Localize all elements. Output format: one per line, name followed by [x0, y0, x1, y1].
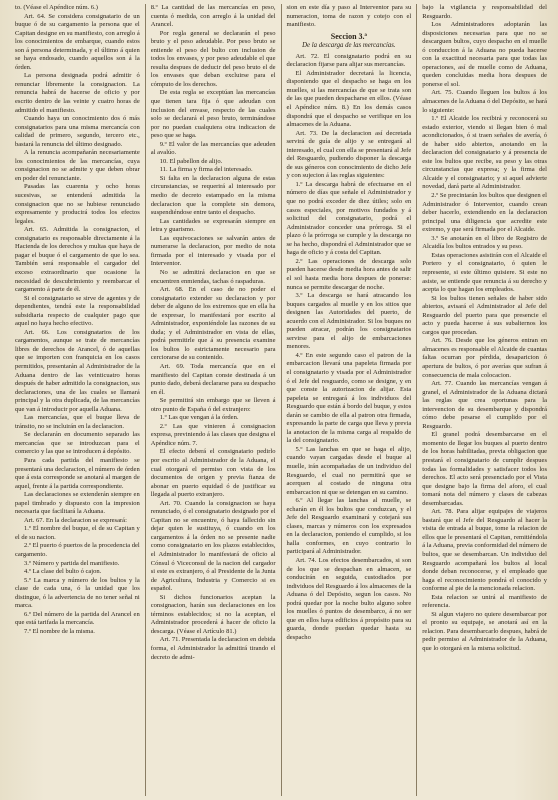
paragraph: Si dichos funcionarios aceptan la consignacion, harán sus declaraciones en los términos establecidos; si no la aceptan, el Administrador procederá á hacer de oficio la descarga. (Véase el Artículo 81.)	[150, 593, 276, 635]
paragraph: Art. 65. Admitida la consignacion, el consignatario es responsable directamente á la Hacienda de los derechos y multas que haya de pagar el buque ó el cargamento de que lo sea. También será responsable el cargador del exceso extraordinario que ocasione la necesidad de descubrimiento y reembarcar el cargamento á parte de él.	[15, 226, 140, 294]
paragraph: 1.º El Alcaide los recibirá y reconocerá su estado exterior, viendo si llegan bien ó mal acondicionados, ó si traen señales de avería, ó de haber sido abiertos, anotando en la declaracion del consignatario y á presencia de este los bultos que recibe, su peso y las otras circunstancias que expresa; y la firma del Alcaide y el consignatario; y si aquel advierte novedad, dará parte al Administrador.	[422, 115, 547, 191]
section-heading: Seccion 3.ª	[330, 31, 367, 41]
paragraph: La persona designada podrá admitir ó renunciar libremente la consignacion. La renuncia habrá de hacerse de oficio y por escrito dentro de las veinte y cuatro horas de admitido el manifiesto.	[15, 72, 140, 114]
paragraph: Art. 68. En el caso de no poder el consignatario extender su declaracion y por deber de alguno de los extremos que en ella ha de expresar, lo manifestará por escrito al Administrador, exponiéndole las razones de su duda; y el Administrador en vista de ellas, podrá permitirle que á su presencia examine los bultos lo estrictamente necesario para cerciorarse de su contenido.	[150, 286, 276, 362]
paragraph: 3.º Número y partida del manifiesto.	[24, 559, 120, 567]
paragraph: 8.º La cantidad de las mercancías en peso, cuenta ó medida, con arreglo á la unidad del Arancel.	[150, 4, 276, 29]
paragraph: Pasadas las cuarenta y ocho horas sucesivas, se entenderá admitida la consignacion que no se hubiese renunciado expresamente y producirá todos los efectos legales.	[15, 183, 140, 225]
paragraph: 5.º La marca y número de los bultos y la clase de cada una, ó la unidad que los distingue, ó la advertencia de no tener señal ni marca.	[15, 576, 140, 610]
text-column-3	[281, 4, 417, 796]
paragraph: 3.º La descarga se hará atracando los buques cargados al muelle y en los sitios que designen las Autoridades del puerto, de acuerdo con el Administrador. Si los buques no pueden atracar, podrán los consignatarios servirse para el alijo de embarcaciones menores.	[286, 292, 412, 351]
paragraph: Art. 71. Presentada la declaracion en debida forma, el Administrador la admitirá tirando el decreto de admi-	[150, 636, 276, 661]
paragraph: 1.º El nombre del buque, el de su Capitan y el de su nacion.	[15, 525, 140, 541]
paragraph: Art. 70. Cuando la consignacion se haya renunciado, ó el consignatario designado por el Capitan no se encuentre, ó haya fallecido sin dejar quien le sustituya, ó cuando en los cargamentos á la órden no se presente nadie como consignatario en los plazos establecidos, el Administrador lo manifestará de oficio al Cónsul ó Viceconsul de la nacion del cargador si este es extranjero, ó al Presidente de la Junta de Agricultura, Industria y Comercio si es español.	[150, 499, 276, 593]
paragraph: 5.º Las lanchas en que se haga el alijo, cuando vayan cargadas desde el buque al muelle, irán acompañadas de un individuo del Resguardo, el cual no permitirá que se acerquen al costado de ninguna otra embarcacion ni que se detengan en su camino.	[286, 445, 412, 496]
paragraph: 9.º El valor de las mercancías que adeuden al avalúo.	[150, 140, 276, 157]
paragraph: Art. 69. Toda mercancía que en el manifiesto del Capitan conste destinada á un punto dado, deberá declararse para su despacho en él.	[150, 362, 276, 396]
paragraph: Se permitirá sin embargo que se lleven á otro punto de España ó del extranjero:	[150, 397, 276, 413]
paragraph: Si falta en la declaracion alguna de estas circunstancias, se requerirá al interesado por medio de decreto estampado en la misma declaracion que la complete sin demora, suspendiéndose entre tanto el despacho.	[150, 174, 276, 217]
paragraph: 2.º Las operaciones de descarga solo pueden hacerse desde media hora antes de salir el sol hasta media hora despues de ponerse: nunca se permite descargar de noche.	[286, 257, 412, 291]
paragraph: sion en este día y paso al Interventor para su numeracion, toma de razon y cotejo con el manifiesto.	[286, 4, 412, 29]
paragraph: Los Administradores adoptarán las disposiciones necesarias para que no se descarguen bultos, cuyo despacho en el muelle ó conduccion á la Aduana no pueda hacerse con la exactitud necesaria para que todas las operaciones, así de muelle como de Aduana, queden concluidas media hora despues de ponerse el sol.	[422, 21, 547, 88]
paragraph: Art. 75. Cuando lleguen los bultos á los almacenes de la Aduana ó del Depósito, se hará lo siguiente:	[422, 89, 547, 114]
paragraph: Art. 77. Cuando las mercancías vengan á granel, el Administrador de la Aduana dictará las reglas que crea oportunas para la intervencion de su desembarque y dispondrá cómo debe pesarse el cumplido por el Resguardo.	[422, 380, 547, 430]
paragraph: Estas operaciones asistirán con el Alcaide el Portero y el consignatario, ó quien le represente, si este último quisiere. Si este no asiste, se entiende que renuncia á su derecho y acepta lo que hagan los empleados.	[422, 251, 547, 294]
paragraph: Se declararán en documento separado las mercancías que se introduzcan para el comercio y las que se introducen á depósito.	[15, 431, 140, 456]
paragraph: to. (Véase el Apéndice núm. 6.)	[15, 4, 98, 11]
paragraph: 4.º En este segundo caso el patron de la embarcacion llevará una papeleta firmada por el consignatario y visada por el Administrador ó el Jefe del resguardo, como se designe, y en que conste la autorizacion de alijar. Esta papeleta se entregará á los individuos del Resguardo que están á bordo del buque, y estos darán se cambio de ella al patron otra firmada, expresando la parte de carga que lleva y previa la anotacion de la misma carga al respaldo de la del consignatario.	[286, 351, 412, 445]
section-subtitle: De la descarga de las mercancías.	[302, 42, 396, 50]
text-column-2	[145, 4, 281, 796]
paragraph: Art. 76. Desde que los géneros entran en almacenes es responsable el Alcaide de cuantas faltas ocurran por pérdida, desaparicion ó apertura de bultos, ó por averías que sufran á consecuencia de mala colocacion.	[422, 337, 547, 379]
paragraph: Art. 72. El consignatario podrá en su declaracion fijarse para alijar sus mercancías.	[286, 52, 412, 69]
paragraph: No se admitirá declaracion en que se encuentren enmiendas, tachas ó raspaduras.	[150, 268, 276, 285]
paragraph: 2.º Se precintarán los bultos que designen el Administrador ó Interventor, cuando crean deber hacerlo, extendiendo en la declaracion principal una diligencia que acredite este extremo, y que será firmada por el Alcaide.	[422, 192, 547, 234]
paragraph: Art. 74. Los efectos desembarcados, si son de los que se despachan en almacen, se conducirán en seguida, custodiados por individuos del Resguardo á los almacenes de la Aduana ó del Depósito, segun los casos. No podrá quedar por la noche bulto alguno sobre los muelles ó puntos de desembarco, á no ser que en ellos haya edificios á propósito para su guarda, donde puedan quedar hasta su despacho	[286, 557, 412, 641]
paragraph: El granel podrá desembarcarse en el momento de llegar los buques al puerto dentro de los horas habilitadas, previa obligacion que prestará el consignatario de cumplir despues todas las formalidades y satisfacer todos los derechos. El acto será presenciado por el Vista que designe bajo la firma del aforo, el cual tomará nota del número y clases de cabezas desembarcadas.	[422, 431, 547, 507]
paragraph: Si algun viajero no quiere desembarcar por el pronto su equipaje, se anotará así en la relacion. Para desembarcarlo despues, habrá de pedir permiso al Administrador de la Aduana, que lo otorgará en la misma solicitud.	[422, 610, 547, 653]
paragraph: Art. 78. Para alijar equipajes de viajeros bastará que el Jefe del Resguardo al hacer la visita de entrada al buque, tome la relacion de ellos que le presentará el Capitan, remitiéndola á la Aduana, previa conformidad del número de bultos, que se desembarcan. Un individuo del Resguardo acompañará los bultos al local donde deban reconocerse, y el empleado que haga el reconocimiento pondrá el conocido y conforme al pie de la mencionada relacion.	[422, 508, 547, 593]
paragraph: 3.º Se anotarán en el libro de Registro de Alcaidía los bultos entrados y su peso.	[422, 234, 547, 251]
paragraph: 2.º El puerto ó puertos de la procedencia del cargamento.	[15, 542, 140, 558]
paragraph: Art. 67. En la declaracion se expresará:	[24, 516, 127, 524]
paragraph: Esta relacion se unirá al manifiesto de referencia.	[422, 593, 547, 610]
paragraph: 1.º Las que vengan á la órden.	[159, 414, 239, 422]
paragraph: 2.º Las que vinieren á consignacion expresa, previniendo á las clases que designa el Apéndice núm. 7.	[150, 422, 276, 447]
paragraph: Art. 66. Los consignatarios de los cargamentos, aunque se trate de mercancías libres de derechos de Arancel, ó de aquellas que se importen con franquicia en los casos permitidos, presentarán al Administrador de la Aduana dentro de las veinticuatro horas después de haber admitido la consignacion, sus declaraciones, una de las cuales se llamará principal y la otra duplicada, de las mercancías que van á introducir por aquella Aduana.	[15, 328, 140, 413]
paragraph: Las mercancías, que el buque lleva de tránsito, no se incluirán en la declaracion.	[15, 414, 140, 430]
text-columns	[10, 4, 552, 796]
paragraph: 6.º Del número de la partida del Arancel en que está tarifada la mercancía.	[15, 610, 140, 627]
paragraph: A la renuncia acompañarán necesariamente los conocimientos de las mercancías, cuya consignacion no se admite y que deben obrar en poder del renunciante.	[15, 149, 140, 182]
paragraph: bajo la vigilancia y responsabilidad del Resguardo.	[422, 4, 547, 20]
paragraph: 4.º La clase del bulto ó cajon.	[24, 568, 102, 576]
paragraph: 10. El pabellon de alijo.	[159, 157, 223, 165]
paragraph: Cuando haya un conocimiento dos ó más consignatarios para una misma mercancía con calidad de primero, segundo, tercero etc., bastará la renuncia del último designado.	[15, 115, 140, 148]
paragraph: Si el consignatario se sirve de agentes y de dependientes, tendrá este la responsabilidad subsidiaria respecto de cualquier pago que aquel no haya hecho efectivo.	[15, 294, 140, 328]
paragraph: 6.º Al llegar las lanchas al muelle, se echarán en él los bultos que conduzcan, y el Jefe del Resguardo examinará y cotejará sus clases, marcas y números con los expresados en la declaracion, poniendo el cumplido, si los halla conformes, en cuyo contrario lo participará al Administrador.	[286, 497, 412, 556]
paragraph: El efecto deberá el consignatario pedirlo por escrito al Administrador de la Aduana, el cual otorgará el permiso con vista de los documentos de origen y previa fianza de abonar en puerto equidad ó de justificar su llegada al puerto extranjero.	[150, 448, 276, 499]
paragraph: El Administrador decretará la licencia, disponiendo que el despacho se haga en los muelles, si las mercancías de que se trata son de las que pueden despacharse en ellos. (Véase el Apéndice núm. 8.) En los demás casos dispondrá que el despacho se verifique en los almacenes de la Aduana.	[286, 69, 412, 129]
text-column-1	[10, 4, 145, 796]
paragraph: Las declaraciones se extenderán siempre en papel timbrado y dispuesto con la impresion necesaria que facilitará la Aduana.	[15, 491, 140, 516]
paragraph: 7.º El nombre de la misma.	[24, 627, 95, 635]
paragraph: Para cada partida del manifiesto se presentará una declaracion, el número de órden que á esta corresponde se anotará al margen de aquel, frente á la partida correspondiente.	[15, 456, 140, 490]
text-column-4	[416, 4, 552, 796]
paragraph: 11. La firma y firma del interesado.	[159, 166, 253, 174]
paragraph: Si los bultos tienen señales de haber sido abiertos, avisará el Administrador al Jefe del Resguardo del puerto para que presencie el acto y pueda hacerse á sus subalternos los cargos que procedan.	[422, 294, 547, 336]
paragraph: Art. 73. De la declaracion así decretada servirá de guía de alijo y se entregará al interesado, el cual con ella se presentará al Jefe del Resguardo, pudiendo disponer la descarga de sus géneros con conocimiento de dicho Jefe y con sujecion á las reglas siguientes:	[286, 129, 412, 180]
paragraph: Por regla general se declararán el peso bruto y el peso adeudable. Por peso bruto se entiende el peso del bulto con inclusion de todos los envases, y por peso adeudable el que resulta despues de deducir del peso bruto el de los envases que deban excluirse para el cómputo de los derechos.	[150, 29, 276, 88]
paragraph: Las equivocaciones se salvarán antes de numerarse la declaracion, por medio de nota firmada por el interesado y visada por el Interventor.	[150, 234, 276, 268]
paragraph: Art. 64. Se considera consignatario de un buque ó de su cargamento la persona que el Capitan designe en su manifiesto, con arreglo á los conocimientos de embarque, cuando estos son á persona determinada, y el último á quien se haya endosado, cuando aquellos son á la órden.	[15, 12, 140, 71]
paragraph: Las cantidades se expresarán siempre en letra y guarismo.	[150, 217, 276, 234]
paragraph: 1.º La descarga habrá de efectuarse en el número de días que señale el Administrador y que no podrá exceder de diez útiles; solo en casos especiales, por motivos fundados y á solicitud del consignatario, podrá el Administrador conceder una prórroga. Si el plazo ó la prórroga se cumple y la descarga no se ha hecho, dispondrá el Administrador que se haga de oficio y á costa del Capitan.	[286, 180, 412, 257]
paragraph: De esta regla se exceptúan las mercancías que tienen tara fija ó que adeudan con inclusion del envase, respecto de las cuales solo se declarará el peso bruto, terminándose por no puedan cualquiera otra indicacion de peso que se haga.	[150, 89, 276, 140]
